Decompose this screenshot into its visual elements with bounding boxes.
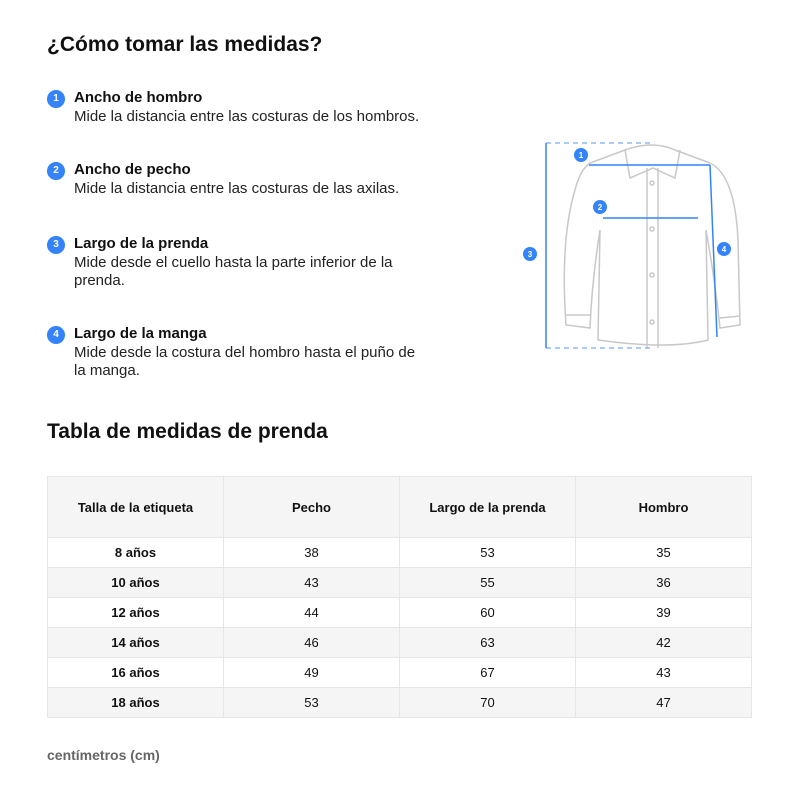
measure-cell: 47 <box>576 688 752 718</box>
measure-cell: 43 <box>576 658 752 688</box>
table-row <box>48 538 752 568</box>
measure-cell: 70 <box>400 688 576 718</box>
step-garment-length <box>47 234 447 290</box>
size-cell: 14 años <box>48 628 224 658</box>
size-cell: 12 años <box>48 598 224 628</box>
step-sleeve-length <box>47 324 447 380</box>
measure-cell: 53 <box>224 688 400 718</box>
measure-cell: 42 <box>576 628 752 658</box>
measure-cell: 36 <box>576 568 752 598</box>
column-header: Talla de la etiqueta <box>48 477 224 538</box>
table-row <box>48 658 752 688</box>
column-header: Hombro <box>576 477 752 538</box>
step-description: Mide la distancia entre las costuras de las axilas. <box>74 180 400 197</box>
table-header-row <box>48 477 752 538</box>
marker-1-label: 1 <box>578 151 584 160</box>
step-title: Ancho de hombro <box>74 89 203 106</box>
table-row <box>48 688 752 718</box>
measurement-lines <box>546 143 717 348</box>
step-number-badge: 2 <box>47 162 65 180</box>
step-number-badge: 1 <box>47 90 65 108</box>
step-title: Ancho de pecho <box>74 161 191 178</box>
marker-3-label: 3 <box>527 250 533 259</box>
size-chart-table <box>47 476 752 718</box>
step-number-badge: 4 <box>47 326 65 344</box>
size-cell: 10 años <box>48 568 224 598</box>
table-row <box>48 628 752 658</box>
table-row <box>48 568 752 598</box>
column-header: Largo de la prenda <box>400 477 576 538</box>
table-title: Tabla de medidas de prenda <box>47 420 328 443</box>
measure-cell: 38 <box>224 538 400 568</box>
measure-cell: 60 <box>400 598 576 628</box>
step-shoulder-width <box>47 88 447 126</box>
measure-cell: 63 <box>400 628 576 658</box>
size-cell: 18 años <box>48 688 224 718</box>
table-row <box>48 598 752 628</box>
measure-cell: 35 <box>576 538 752 568</box>
marker-4-label: 4 <box>721 245 727 254</box>
size-cell: 8 años <box>48 538 224 568</box>
measure-cell: 39 <box>576 598 752 628</box>
measure-cell: 55 <box>400 568 576 598</box>
step-description: Mide la distancia entre las costuras de los hombros. <box>74 108 420 125</box>
measure-cell: 53 <box>400 538 576 568</box>
shirt-measurement-illustration <box>510 130 760 360</box>
unit-note: centímetros (cm) <box>47 747 160 763</box>
size-cell: 16 años <box>48 658 224 688</box>
step-description: Mide desde el cuello hasta la parte inferior de la prenda. <box>74 254 393 289</box>
column-header: Pecho <box>224 477 400 538</box>
measure-cell: 49 <box>224 658 400 688</box>
step-title: Largo de la manga <box>74 325 207 342</box>
measure-cell: 67 <box>400 658 576 688</box>
step-title: Largo de la prenda <box>74 235 209 252</box>
step-number-badge: 3 <box>47 236 65 254</box>
page-title: ¿Cómo tomar las medidas? <box>47 33 323 56</box>
measure-cell: 44 <box>224 598 400 628</box>
step-chest-width <box>47 160 447 198</box>
marker-2-label: 2 <box>597 203 603 212</box>
measure-cell: 46 <box>224 628 400 658</box>
step-description: Mide desde la costura del hombro hasta el puño de la manga. <box>74 344 416 379</box>
measure-cell: 43 <box>224 568 400 598</box>
